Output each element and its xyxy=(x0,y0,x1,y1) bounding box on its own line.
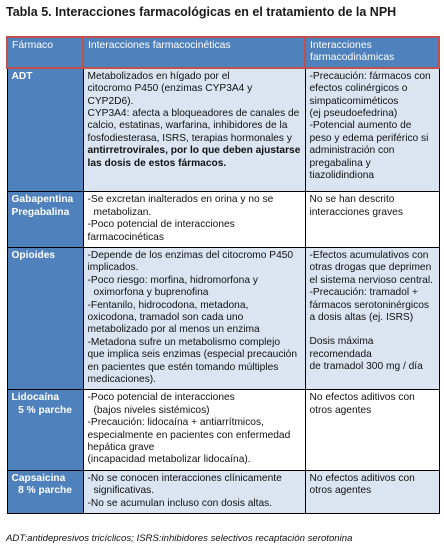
pd-line: fármacos serotoninérgicos xyxy=(309,299,429,311)
table-title: Tabla 5. Interacciones farmacológicas en el tratamiento de la NPH xyxy=(6,5,397,19)
drug-name: Capsaicina xyxy=(11,472,66,484)
pd-line: peso y edema periférico si xyxy=(309,132,429,144)
pk-line: medicaciones). xyxy=(87,374,157,385)
pd-line: otros agentes xyxy=(309,404,372,416)
pk-line: metabolizado por al menos un enzima xyxy=(87,324,260,336)
pk-line: Metabolizados en hígado por el xyxy=(87,70,230,82)
pk-line: citocromo P450 (enzimas CYP3A4 y CYP2D6). xyxy=(87,83,253,107)
drug-name: Gabapentina xyxy=(11,194,74,206)
pk-line-bold: las dosis de estos fármacos. xyxy=(87,157,227,169)
header-row xyxy=(7,37,439,68)
drug-cell xyxy=(7,390,83,470)
pk-line: que implica seis enzimas (especial precaución xyxy=(87,349,298,361)
interactions-table xyxy=(6,36,440,514)
table-row-capsaicina xyxy=(7,470,439,513)
pd-line: otras drogas que deprimen xyxy=(309,262,432,274)
pd-spacer xyxy=(310,324,435,336)
pk-line: farmacocinéticas xyxy=(87,231,164,243)
pd-line: pregabalina y xyxy=(309,157,371,169)
header-pd-line2: farmacodinámicas xyxy=(310,52,395,64)
pk-line: en pacientes que estén tomando múltiples xyxy=(87,361,279,373)
pk-line-bold: antirretrovirales, por lo que deben ajustarse xyxy=(87,145,301,157)
pk-line: metabolizan. xyxy=(93,206,152,218)
pk-line: significativas. xyxy=(93,485,155,497)
table-row-lidocaina xyxy=(7,390,439,470)
pd-line: -Potencial aumento de xyxy=(309,120,412,132)
pk-line: -Metadona sufre un metabolismo complejo xyxy=(87,336,281,348)
pd-line: -Precaución: fármacos con xyxy=(309,70,431,82)
pk-line: (incapacidad metabolizar lidocaína). xyxy=(87,454,251,466)
pk-line: (bajos niveles sistémicos) xyxy=(93,404,210,416)
drug-cell xyxy=(7,470,83,513)
pk-line: -Depende de los enzimas del citocromo P450 xyxy=(87,249,294,261)
pk-cell xyxy=(83,247,305,389)
pk-line: -Poco potencial de interacciones xyxy=(87,219,235,231)
pd-line: recomendada xyxy=(309,348,372,360)
pk-line: CYP3A4: afecta a bloqueadores de canales de xyxy=(87,108,300,120)
table-row-opioides xyxy=(7,247,439,389)
header-farmaco: Fármaco xyxy=(7,37,83,68)
pk-line: -Precaución: lidocaína + antiarrítmicos, xyxy=(87,417,264,429)
pk-cell xyxy=(83,192,305,248)
pd-cell xyxy=(305,192,439,248)
pd-cell xyxy=(305,247,439,389)
drug-cell: ADT xyxy=(7,68,83,192)
pk-cell xyxy=(83,390,305,470)
pk-line: especialmente en pacientes con enfermedad xyxy=(87,429,291,441)
pk-line: -Se excretan inalterados en orina y no se xyxy=(87,194,274,206)
pk-line: calcio, estatinas, warfarina, inhibidores de la xyxy=(87,120,288,132)
pd-line: No efectos aditivos con xyxy=(309,392,415,404)
pk-line: -Poco potencial de interacciones xyxy=(87,392,235,404)
pd-line: No efectos aditivos con xyxy=(309,472,415,484)
pd-line: -Efectos acumulativos con xyxy=(309,249,429,261)
drug-name: Lidocaína xyxy=(11,392,60,404)
pk-line: -Poco riesgo: morfina, hidromorfona y xyxy=(87,274,258,286)
pd-line: otros agentes xyxy=(309,485,372,497)
pk-line: fosfodiesterasa, ISRS, terapias hormonales y xyxy=(87,132,292,144)
drug-name: 8 % parche xyxy=(18,485,72,497)
pd-line: tiazolidindiona xyxy=(309,170,375,182)
header-farmacodinamicas xyxy=(305,37,439,68)
pd-line: a dosis altas (ej. ISRS) xyxy=(309,311,414,323)
pd-cell xyxy=(305,470,439,513)
pk-line: -Fentanilo, hidrocodona, metadona, xyxy=(87,299,249,311)
pk-line: oximorfona y buprenofina xyxy=(93,287,209,299)
drug-name: Pregabalina xyxy=(11,206,70,218)
pd-line: No se han descrito xyxy=(309,194,395,206)
pd-line: administración con xyxy=(309,145,395,157)
pd-line: efectos colinérgicos o xyxy=(309,83,408,95)
pk-line: -No se acumulan incluso con dosis altas. xyxy=(87,497,273,509)
pd-line: el sistema nervioso central. xyxy=(309,274,433,286)
pk-line: oxicodona, tramadol son cada uno xyxy=(87,311,244,323)
pk-line: -No se conocen interacciones clínicamente xyxy=(87,472,282,484)
header-farmacocineticas: Interacciones farmacocinéticas xyxy=(83,37,305,68)
drug-cell: Opioides xyxy=(7,247,83,389)
pk-cell xyxy=(83,470,305,513)
table-row-adt xyxy=(7,68,439,192)
pd-line: interacciones graves xyxy=(309,206,403,218)
pd-line: Dosis máxima xyxy=(309,336,374,348)
table-footnote: ADT:antidepresivos tricíclicos; ISRS:inhibidores selectivos recaptación serotonina xyxy=(6,533,353,544)
pd-line: de tramadol 300 mg / día xyxy=(309,361,423,373)
pk-line: implicados. xyxy=(87,262,139,274)
table-row-gabapentina xyxy=(7,192,439,248)
pd-line: (ej pseudoefedrina) xyxy=(309,108,398,120)
pk-cell xyxy=(83,68,305,192)
drug-name: 5 % parche xyxy=(18,404,72,416)
pd-cell xyxy=(305,68,439,192)
pd-cell xyxy=(305,390,439,470)
pk-line: hepática grave xyxy=(87,442,155,454)
drug-cell xyxy=(7,192,83,248)
header-pd-line1: Interacciones xyxy=(310,40,372,51)
pd-line: simpaticomiméticos xyxy=(309,95,399,107)
pd-line: -Precaución: tramadol + xyxy=(309,287,418,299)
